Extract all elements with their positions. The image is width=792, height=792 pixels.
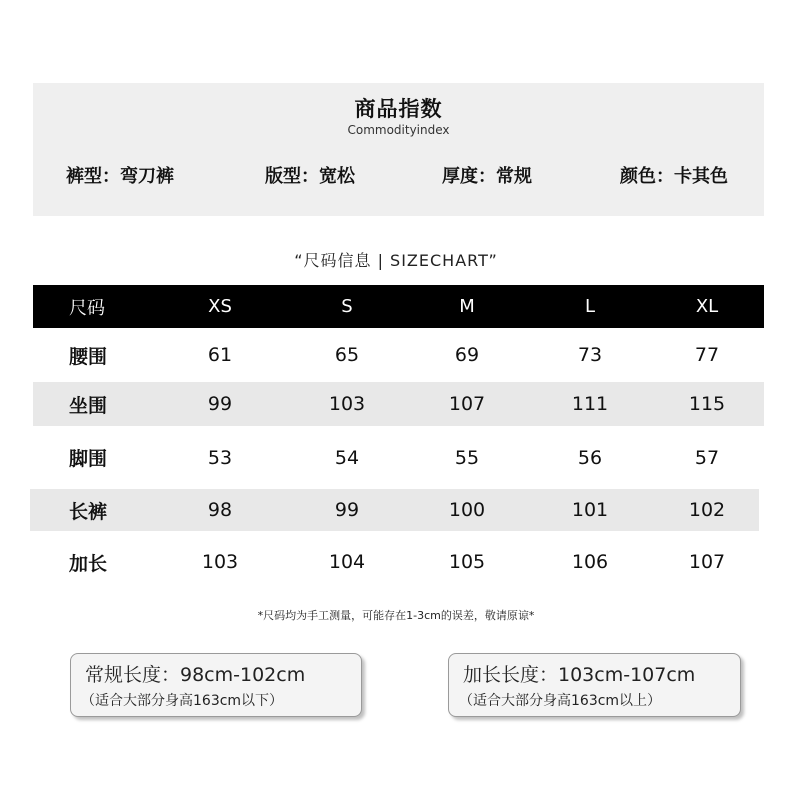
table-header-row bbox=[33, 285, 764, 328]
table-cell: 101 bbox=[571, 499, 609, 521]
product-index-subtitle: Commodityindex bbox=[347, 123, 450, 137]
table-cell: 104 bbox=[328, 551, 366, 573]
regular-length-label: 常规长度：98cm-102cm bbox=[85, 664, 306, 686]
table-row bbox=[30, 489, 759, 531]
product-index-title: 商品指数 bbox=[354, 97, 443, 121]
table-cell: 105 bbox=[448, 551, 486, 573]
table-cell: 99 bbox=[207, 393, 233, 415]
table-cell: 107 bbox=[448, 393, 486, 415]
table-cell: 106 bbox=[571, 551, 609, 573]
table-cell: 111 bbox=[571, 393, 609, 415]
attribute-pants-type: 裤型：弯刀裤 bbox=[66, 166, 174, 187]
table-cell: 115 bbox=[688, 393, 726, 415]
regular-length-box bbox=[70, 653, 362, 717]
attribute-thickness: 厚度：常规 bbox=[442, 166, 532, 187]
table-cell: 53 bbox=[207, 446, 233, 469]
table-cell: 61 bbox=[207, 344, 233, 366]
row-label: 坐围 bbox=[69, 394, 108, 417]
size-table bbox=[33, 285, 764, 593]
table-row bbox=[33, 531, 764, 593]
extended-length-box bbox=[448, 653, 741, 717]
row-label: 加长 bbox=[69, 552, 108, 575]
table-cell: 107 bbox=[688, 551, 726, 573]
table-cell: 103 bbox=[201, 551, 239, 573]
regular-length-note: （适合大部分身高163cm以下） bbox=[81, 693, 284, 709]
attribute-color: 颜色：卡其色 bbox=[620, 166, 728, 187]
table-cell: 65 bbox=[334, 344, 360, 366]
size-chart-heading: “尺码信息 | SIZECHART” bbox=[294, 251, 498, 270]
table-cell: 69 bbox=[454, 344, 480, 366]
measurement-note: *尺码均为手工测量，可能存在1-3cm的误差，敬请原谅* bbox=[257, 609, 535, 622]
row-label: 腰围 bbox=[69, 345, 108, 368]
table-cell: 73 bbox=[577, 344, 603, 366]
table-cell: 99 bbox=[334, 499, 360, 521]
column-header: XL bbox=[695, 296, 719, 317]
table-cell: 54 bbox=[334, 446, 360, 469]
column-header: M bbox=[459, 296, 475, 317]
table-row bbox=[33, 328, 764, 382]
table-row bbox=[33, 382, 764, 426]
extended-length-note: （适合大部分身高163cm以上） bbox=[459, 693, 662, 709]
row-label: 长裤 bbox=[69, 500, 108, 523]
table-cell: 100 bbox=[448, 499, 486, 521]
table-row bbox=[33, 426, 764, 489]
column-header: 尺码 bbox=[69, 297, 105, 319]
attribute-fit: 版型：宽松 bbox=[265, 166, 355, 187]
table-cell: 57 bbox=[694, 446, 720, 469]
table-cell: 98 bbox=[207, 499, 233, 521]
column-header: XS bbox=[208, 296, 232, 317]
table-cell: 56 bbox=[577, 446, 603, 469]
table-cell: 55 bbox=[454, 446, 480, 469]
table-cell: 103 bbox=[328, 393, 366, 415]
table-cell: 77 bbox=[694, 344, 720, 366]
row-label: 脚围 bbox=[69, 448, 108, 470]
column-header: L bbox=[584, 296, 596, 317]
extended-length-label: 加长长度：103cm-107cm bbox=[463, 664, 696, 686]
column-header: S bbox=[341, 296, 353, 317]
product-index-panel bbox=[33, 83, 764, 216]
table-cell: 102 bbox=[688, 499, 726, 521]
